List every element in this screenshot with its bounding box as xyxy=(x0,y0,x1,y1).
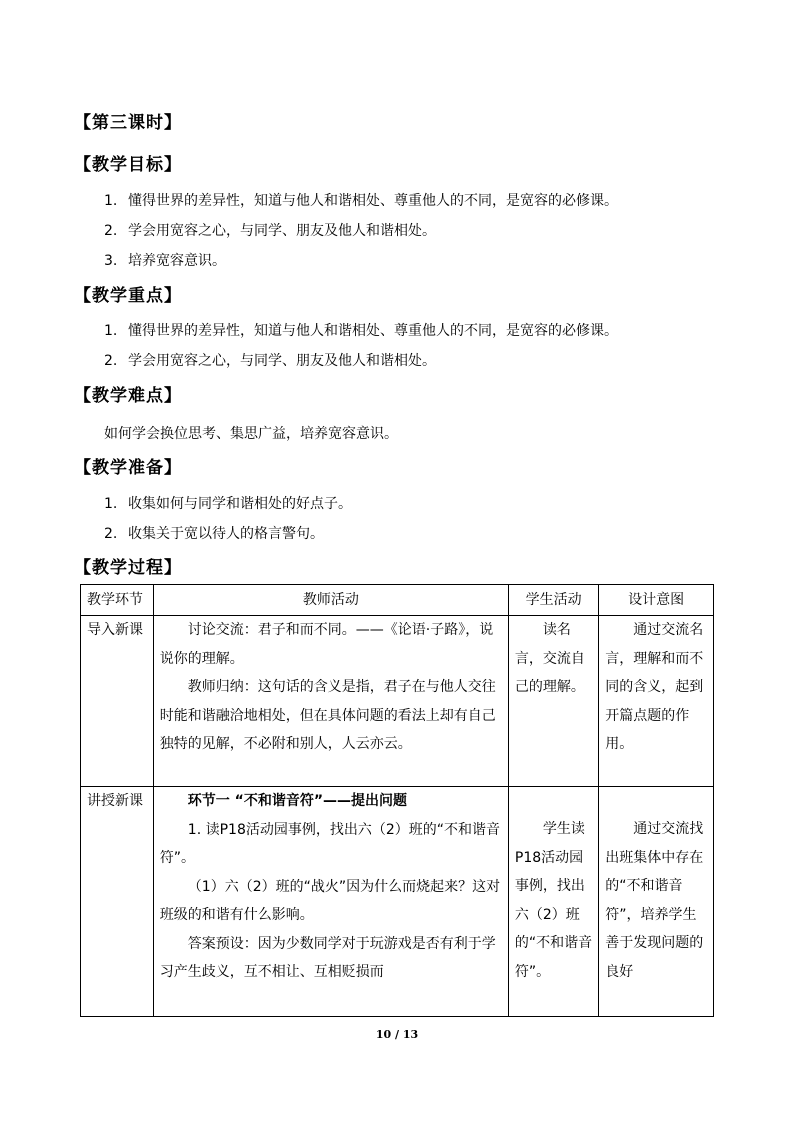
teacher-paragraph: 教师归纳：这句话的含义是指，君子在与他人交往时能和谐融洽地相处，但在具体问题的看法上却有自己独特的见解，不必附和别人，人云亦云。 xyxy=(159,679,496,752)
intent-cell xyxy=(599,616,714,787)
objective-item xyxy=(104,250,226,270)
header-teacher: 教师活动 xyxy=(153,585,508,616)
item-text: 学会用宽容之心，与同学、朋友及他人和谐相处。 xyxy=(128,353,436,369)
teacher-paragraph: （1）六（2）班的“战火”因为什么而烧起来？这对班级的和谐有什么影响。 xyxy=(159,878,501,923)
teacher-paragraph: 答案预设：因为少数同学对于玩游戏是否有利于学习产生歧义，互不相让、互相贬损而 xyxy=(159,935,496,980)
process-title: 【教学过程】 xyxy=(74,558,182,578)
teaching-process-table xyxy=(80,584,714,1017)
item-number: 2. xyxy=(104,526,118,542)
item-number: 1. xyxy=(104,496,118,512)
item-text: 收集如何与同学和谐相处的好点子。 xyxy=(128,496,352,512)
stage-cell: 导入新课 xyxy=(81,616,154,787)
objectives-title: 【教学目标】 xyxy=(74,155,182,175)
item-text: 收集关于宽以待人的格言警句。 xyxy=(128,526,324,542)
intent-cell xyxy=(599,787,714,1017)
stage-cell: 讲授新课 xyxy=(81,787,154,1017)
difficulties-text: 如何学会换位思考、集思广益，培养宽容意识。 xyxy=(104,426,398,442)
item-text: 培养宽容意识。 xyxy=(128,253,226,269)
teacher-cell xyxy=(153,787,508,1017)
item-number: 2. xyxy=(104,353,118,369)
section-title: 环节一 “不和谐音符”——提出问题 xyxy=(187,793,408,809)
student-text: 学生读P18活动园事例，找出六（2）班的“不和谐音符”。 xyxy=(514,821,593,980)
item-number: 1. xyxy=(104,323,118,339)
item-number: 1. xyxy=(104,193,118,209)
item-number: 3. xyxy=(104,253,118,269)
item-text: 懂得世界的差异性，知道与他人和谐相处、尊重他人的不同，是宽容的必修课。 xyxy=(128,193,618,209)
table-row xyxy=(81,616,714,787)
student-text: 读名言，交流自己的理解。 xyxy=(514,622,585,695)
preparation-item xyxy=(104,493,352,513)
table-header-row xyxy=(81,585,714,616)
key-point-item xyxy=(104,320,618,340)
student-cell xyxy=(508,616,598,787)
preparation-item xyxy=(104,523,324,543)
header-student: 学生活动 xyxy=(508,585,598,616)
teacher-paragraph: 1. 读P18活动园事例，找出六（2）班的“不和谐音符”。 xyxy=(159,821,501,866)
page-number: 10 / 13 xyxy=(375,1028,419,1041)
intent-text: 通过交流找出班集体中存在的“不和谐音符”，培养学生善于发现问题的良好 xyxy=(605,821,704,980)
key-points-title: 【教学重点】 xyxy=(74,286,182,306)
objective-item xyxy=(104,190,618,210)
header-stage: 教学环节 xyxy=(81,585,154,616)
difficulties-title: 【教学难点】 xyxy=(74,386,182,406)
student-cell xyxy=(508,787,598,1017)
lesson-label: 【第三课时】 xyxy=(74,113,182,133)
header-intent: 设计意图 xyxy=(599,585,714,616)
objective-item xyxy=(104,220,436,240)
preparation-title: 【教学准备】 xyxy=(74,458,182,478)
key-point-item xyxy=(104,350,436,370)
table-row xyxy=(81,787,714,1017)
teacher-cell xyxy=(153,616,508,787)
teacher-paragraph: 讨论交流：君子和而不同。——《论语·子路》，说说你的理解。 xyxy=(159,622,494,667)
item-text: 学会用宽容之心，与同学、朋友及他人和谐相处。 xyxy=(128,223,436,239)
item-number: 2. xyxy=(104,223,118,239)
intent-text: 通过交流名言，理解和而不同的含义，起到开篇点题的作用。 xyxy=(605,622,704,752)
item-text: 懂得世界的差异性，知道与他人和谐相处、尊重他人的不同，是宽容的必修课。 xyxy=(128,323,618,339)
